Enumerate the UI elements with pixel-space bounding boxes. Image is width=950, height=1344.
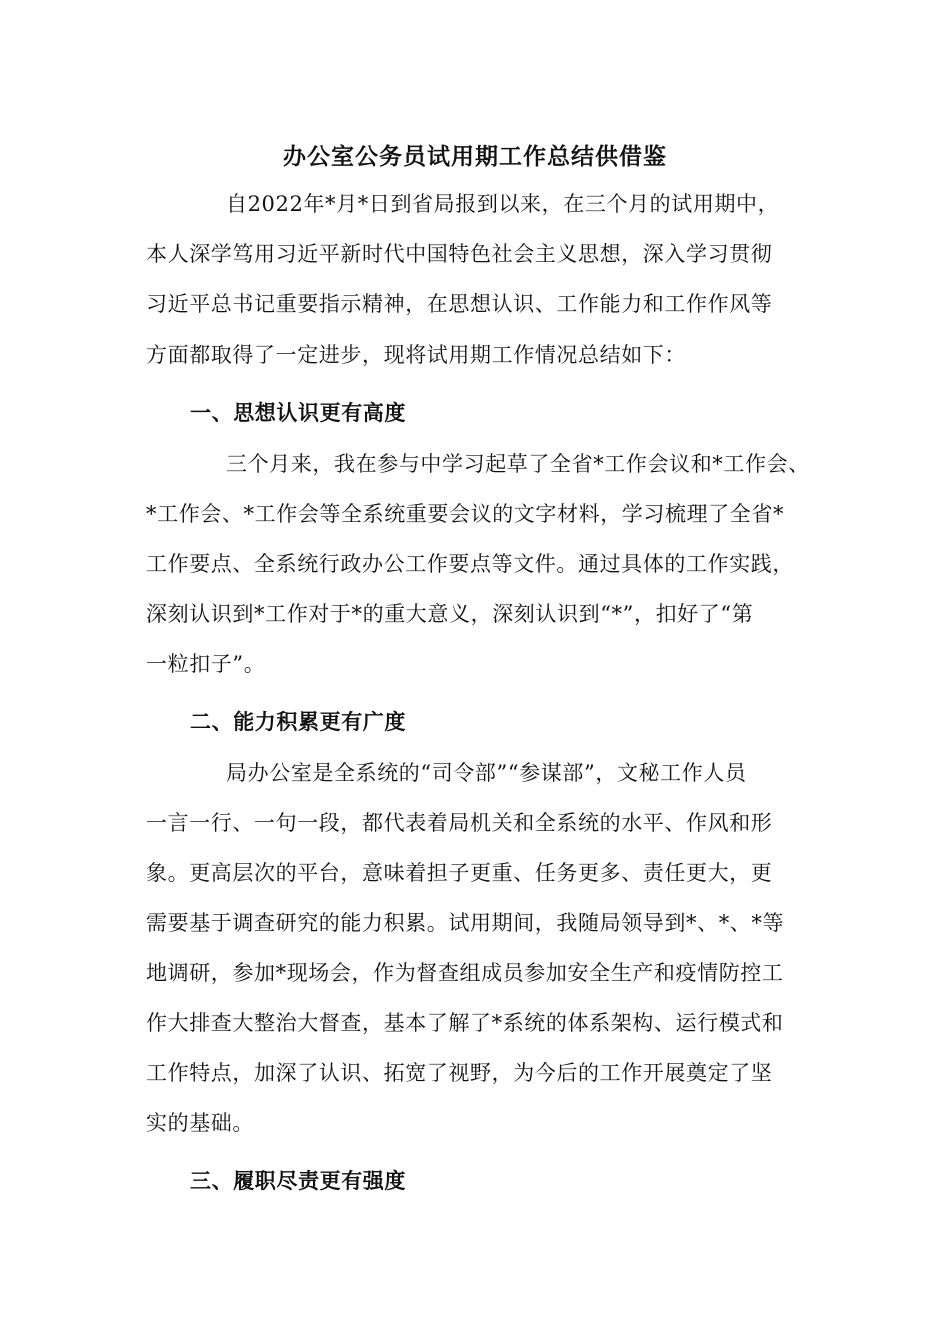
paragraph-line: 象。更高层次的平台，意味着担子更重、任务更多、责任更大，更 bbox=[146, 861, 773, 885]
intro-line: 本人深学笃用习近平新时代中国特色社会主义思想，深入学习贯彻 bbox=[146, 242, 773, 266]
paragraph-line: 深刻认识到*工作对于*的重大意义，深刻认识到“*”，扣好了“第 bbox=[146, 602, 754, 626]
intro-line: 方面都取得了一定进步，现将试用期工作情况总结如下： bbox=[146, 343, 686, 367]
paragraph-line: 需要基于调查研究的能力积累。试用期间，我随局领导到*、*、*等 bbox=[146, 911, 785, 935]
paragraph-line: 工作要点、全系统行政办公工作要点等文件。通过具体的工作实践， bbox=[146, 552, 794, 576]
section-heading-3: 三、履职尽责更有强度 bbox=[190, 1169, 406, 1193]
section-heading-2: 二、能力积累更有广度 bbox=[190, 710, 406, 734]
paragraph-line: 作大排查大整治大督查，基本了解了*系统的体系架构、运行模式和 bbox=[146, 1011, 784, 1035]
paragraph-line: *工作会、*工作会等全系统重要会议的文字材料，学习梳理了全省* bbox=[146, 502, 785, 526]
paragraph-line: 局办公室是全系统的“司令部”“参谋部”，文秘工作人员 bbox=[226, 761, 747, 785]
section-heading-1: 一、思想认识更有高度 bbox=[190, 401, 406, 425]
paragraph-line: 工作特点，加深了认识、拓宽了视野，为今后的工作开展奠定了坚 bbox=[146, 1061, 773, 1085]
intro-line: 习近平总书记重要指示精神，在思想认识、工作能力和工作作风等 bbox=[146, 292, 773, 316]
paragraph-line: 地调研，参加*现场会，作为督查组成员参加安全生产和疫情防控工 bbox=[146, 961, 784, 985]
paragraph-line: 三个月来，我在参与中学习起草了全省*工作会议和*工作会、 bbox=[226, 452, 810, 476]
paragraph-line: 实的基础。 bbox=[146, 1111, 254, 1135]
paragraph-line: 一粒扣子”。 bbox=[146, 652, 266, 676]
paragraph-line: 一言一行、一句一段，都代表着局机关和全系统的水平、作风和形 bbox=[146, 811, 773, 835]
intro-line: 自2022年*月*日到省局报到以来，在三个月的试用期中， bbox=[226, 192, 780, 216]
page-title: 办公室公务员试用期工作总结供借鉴 bbox=[283, 144, 667, 170]
